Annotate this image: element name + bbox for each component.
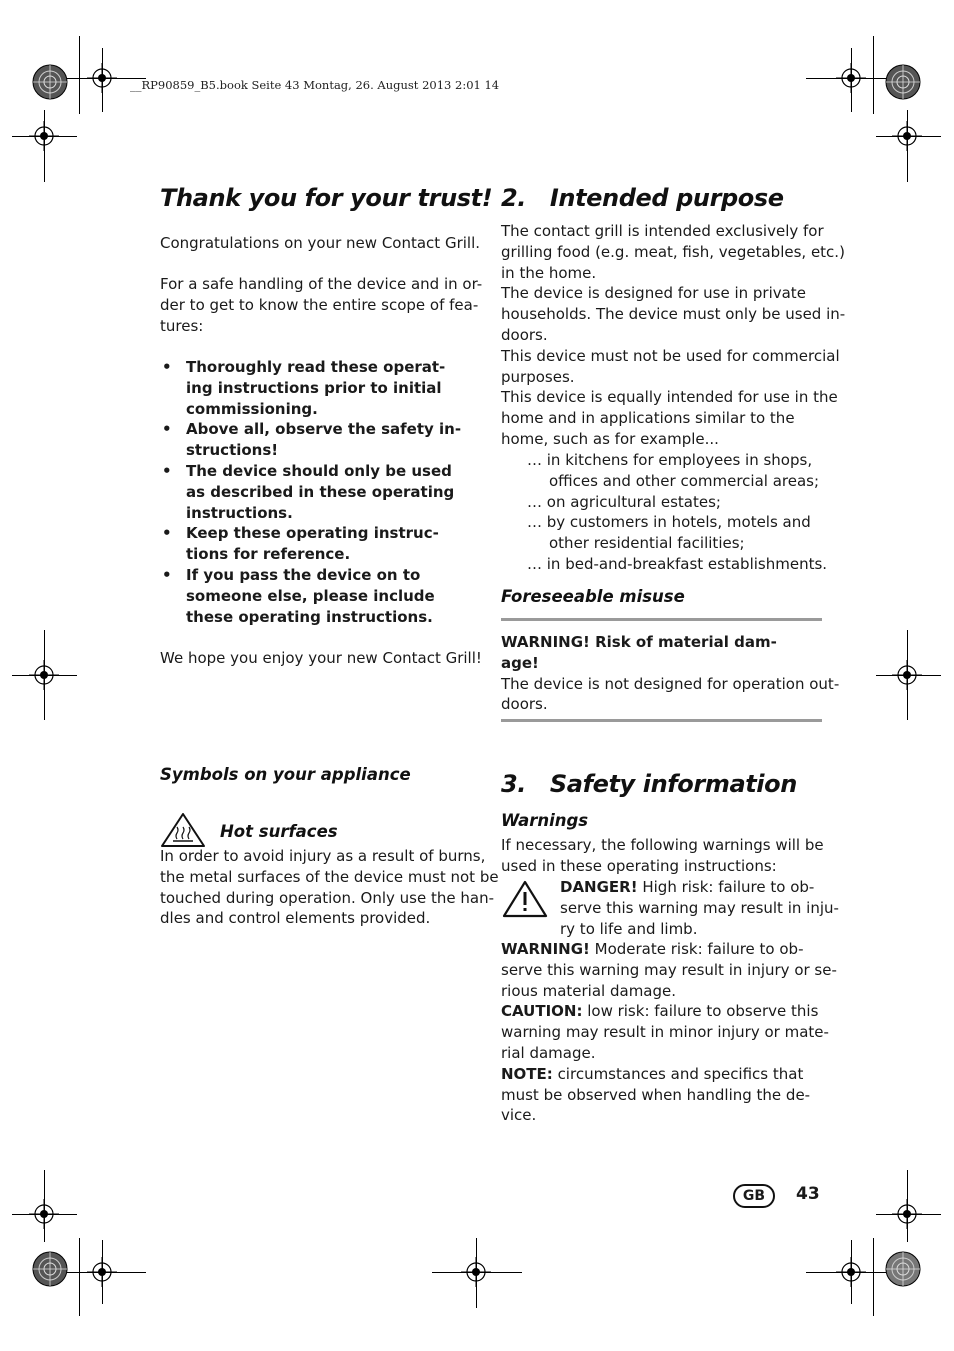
text-line: used in these operating instructions: [501,856,777,875]
text-line: circumstances and specifics that [552,1064,804,1083]
text-line: commissioning. [186,399,318,418]
text-line: Moderate risk: failure to ob- [589,940,804,958]
text-line: The device should only be used [186,461,452,480]
hot-surface-warning-icon [160,812,206,848]
text-line: For a safe handling of the device and in or- [160,275,483,293]
text-line: dles and control elements provided. [160,909,431,928]
registration-mark-icon [29,121,59,151]
material-damage-warning [501,632,839,715]
text-line: High risk: failure to ob- [637,878,815,896]
text-line: tures: [160,316,204,335]
warning-label: WARNING! [501,940,590,958]
usage-examples-list [527,450,827,575]
hot-surfaces-heading: Hot surfaces [220,822,338,841]
list-item [160,357,461,419]
text-line: vice. [501,1106,537,1125]
section-3-title: 3. Safety information [501,770,797,798]
text-line: The device is designed for use in private [501,284,806,303]
intro-text [160,274,482,336]
hot-surfaces-text [160,846,499,929]
warning-levels-text [501,939,837,1126]
text-line: This device must not be used for commercial [501,346,840,365]
text-line: der to get to know the entire scope of fea- [160,295,479,314]
bullet-icon: • [162,420,172,439]
text-line: This device is equally intended for use in the [501,388,838,407]
registration-mark-icon [87,63,117,93]
foreseeable-misuse-heading: Foreseeable misuse [501,587,685,606]
section-2-title: 2. Intended purpose [501,184,784,212]
country-code: GB [742,1188,766,1204]
bullet-icon: • [162,358,172,376]
congrats-text: Congratulations on your new Contact Grill. [160,234,481,252]
registration-mark-icon [892,660,922,690]
bullet-icon: • [162,524,172,543]
warnings-intro [501,835,824,877]
text-line: Above all, observe the safety in- [186,420,462,439]
symbols-heading: Symbols on your appliance [160,765,411,784]
text-line: rious material damage. [501,981,677,1000]
warnings-heading: Warnings [501,811,589,830]
registration-mark-icon [892,1199,922,1229]
text-line: Keep these operating instruc- [186,524,439,543]
text-line: the metal surfaces of the device must not be [160,867,499,886]
text-line: as described in these operating [186,482,455,501]
danger-warning-icon [502,880,548,918]
text-line: age! [501,653,539,672]
text-line: WARNING! Risk of material dam- [501,633,777,651]
warning-box-top-rule [501,618,822,621]
text-line: If necessary, the following warnings will be [501,836,824,854]
registration-mark-icon [892,121,922,151]
text-line: doors. [501,695,548,714]
text-line: home and in applications similar to the [501,409,795,428]
print-target-icon [884,1250,922,1288]
warning-box-bottom-rule [501,719,822,722]
list-item [160,523,461,565]
registration-mark-icon [836,1257,866,1287]
text-line: home, such as for example... [501,429,719,448]
text-line: households. The device must only be used in- [501,305,846,324]
list-item [160,419,461,461]
safety-bullet-list [160,357,461,627]
text-line: someone else, please include [186,586,435,605]
text-line: grilling food (e.g. meat, fish, vegetables, etc.) [501,242,845,261]
text-line: these operating instructions. [186,607,433,626]
danger-text [560,877,839,939]
text-line: In order to avoid injury as a result of burns, [160,847,486,865]
text-line: serve this warning may result in injury or se- [501,960,837,979]
list-item: … in kitchens for employees in shops, [527,451,813,469]
registration-mark-icon [29,1199,59,1229]
page-title: Thank you for your trust! [160,184,493,212]
text-line: The contact grill is intended exclusively for [501,222,824,240]
text-line: must be observed when handling the de- [501,1085,811,1104]
text-line: touched during operation. Only use the han- [160,888,494,907]
list-item: … by customers in hotels, motels and [527,513,811,532]
text-line: The device is not designed for operation out- [501,674,840,693]
registration-mark-icon [29,660,59,690]
country-badge [733,1184,775,1208]
file-info-header: __RP90859_B5.book Seite 43 Montag, 26. August 2013 2:01 14 [130,78,500,92]
text-line: instructions. [186,503,293,522]
list-item [160,565,461,627]
registration-mark-icon [836,63,866,93]
text-line: Thoroughly read these operat- [186,358,446,376]
text-line: ing instructions prior to initial [186,378,442,397]
print-target-icon [884,63,922,101]
intended-purpose-text [501,221,845,450]
print-target-icon [31,1250,69,1288]
list-item: … in bed-and-breakfast establishments. [527,554,828,573]
list-item: … on agricultural estates; [527,492,721,511]
text-line: ry to life and limb. [560,919,698,938]
text-line: rial damage. [501,1043,596,1062]
text-line: doors. [501,325,548,344]
danger-label: DANGER! [560,878,638,896]
list-item [160,461,461,523]
registration-mark-icon [461,1257,491,1287]
text-line: structions! [186,441,279,460]
bullet-icon: • [162,461,172,480]
text-line: in the home. [501,263,597,282]
caution-label: CAUTION: [501,1002,583,1021]
text-line: warning may result in minor injury or mate- [501,1023,829,1042]
list-item-continuation: offices and other commercial areas; [549,471,820,490]
text-line: purposes. [501,367,575,386]
text-line: serve this warning may result in inju- [560,898,839,917]
text-line: If you pass the device on to [186,565,421,584]
note-label: NOTE: [501,1064,553,1083]
bullet-icon: • [162,565,172,584]
registration-mark-icon [87,1257,117,1287]
text-line: tions for reference. [186,545,351,564]
print-target-icon [31,63,69,101]
text-line: low risk: failure to observe this [582,1002,819,1021]
list-item-continuation: other residential facilities; [549,534,745,553]
page-number: 43 [796,1184,820,1204]
closing-text: We hope you enjoy your new Contact Grill! [160,649,482,667]
